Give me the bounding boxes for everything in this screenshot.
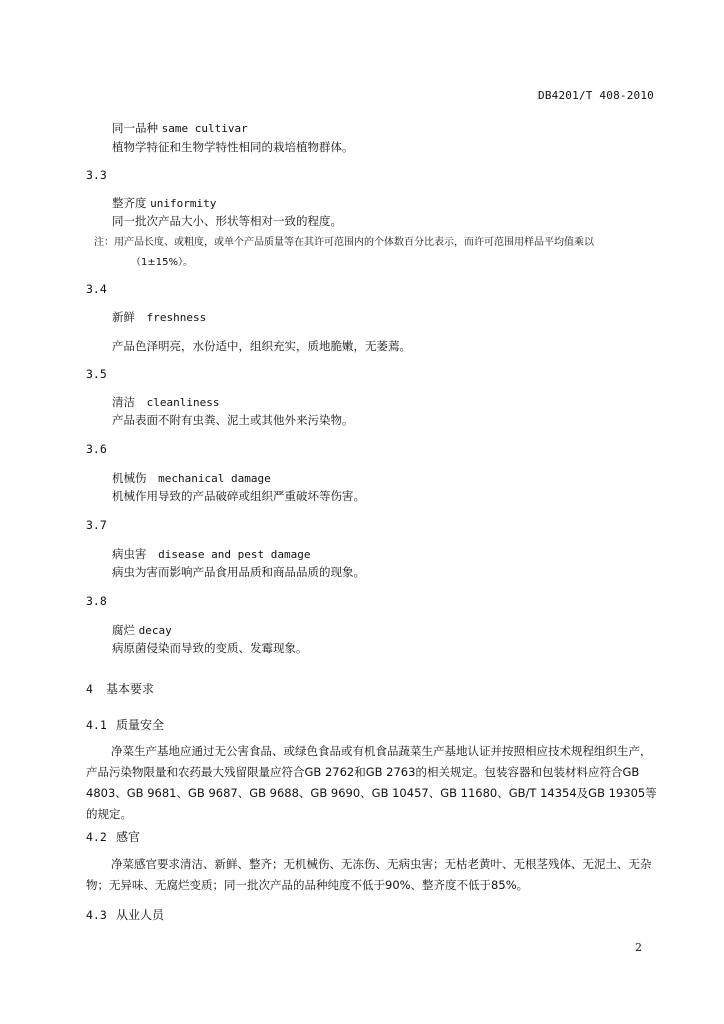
term-definition: 病虫为害而影响产品食用品质和商品品质的现象。 <box>112 565 365 579</box>
page-number: 2 <box>635 941 642 954</box>
clause-number: 3.6 <box>86 442 107 456</box>
term-en: same cultivar <box>161 122 248 135</box>
term-title <box>112 120 248 136</box>
section-heading <box>86 828 140 845</box>
body-paragraph: 净菜感官要求清洁、新鲜、整齐；无机械伤、无冻伤、无病虫害；无枯老黄叶、无根茎残体、无泥土、无杂物；无异味、无腐烂变质；同一批次产品的品种纯度不低于90%、整齐度不低于85%。 <box>86 857 652 892</box>
term-en: disease and pest damage <box>158 548 311 561</box>
term-zh: 清洁 <box>112 395 135 409</box>
term-title <box>112 546 310 562</box>
note-line: （1±15%）。 <box>131 257 193 268</box>
term-en: uniformity <box>150 197 217 210</box>
term-definition: 机械作用导致的产品破碎或组织严重破坏等伤害。 <box>112 489 365 503</box>
section-title: 从业人员 <box>116 908 165 922</box>
section-number: 4.1 <box>86 718 107 732</box>
term-definition: 产品色泽明亮，水份适中，组织充实，质地脆嫩，无萎蔫。 <box>112 339 411 353</box>
clause-number: 3.4 <box>86 282 107 296</box>
section-number: 4.2 <box>86 830 107 844</box>
term-en: decay <box>138 624 172 637</box>
term-definition: 同一批次产品大小、形状等相对一致的程度。 <box>112 214 342 228</box>
section-heading <box>86 906 164 923</box>
term-title <box>112 309 206 325</box>
term-title <box>112 622 172 638</box>
term-definition: 植物学特征和生物学特性相同的栽培植物群体。 <box>112 140 354 154</box>
clause-number: 3.8 <box>86 594 107 608</box>
clause-number: 3.7 <box>86 518 107 532</box>
note-line: 注：用产品长度、或粗度，或单个产品质量等在其许可范围内的个体数百分比表示，而许可范围用样品平均值乘以 <box>94 237 594 248</box>
section-number: 4.3 <box>86 908 107 922</box>
body-paragraph: 净菜生产基地应通过无公害食品、或绿色食品或有机食品蔬菜生产基地认证并按照相应技术规程组织生产，产品污染物限量和农药最大残留限量应符合GB 2762和GB 2763的相关规定。包装容器和包装材料应符合GB 4803、GB 9681、GB 9687、GB 9688、GB 9690、GB 10457、GB 11680、GB/T 14354及GB 19305等的规定。 <box>86 744 657 821</box>
section-number: 4 <box>86 682 93 696</box>
section-title: 感官 <box>116 830 141 844</box>
section-title: 质量安全 <box>116 718 165 732</box>
section-heading <box>86 680 154 697</box>
document-code: DB4201/T 408-2010 <box>538 89 654 102</box>
section-heading <box>86 716 164 733</box>
term-title <box>112 394 220 410</box>
clause-number: 3.3 <box>86 168 107 182</box>
term-definition: 病原菌侵染而导致的变质、发霉现象。 <box>112 641 308 655</box>
term-zh: 新鲜 <box>112 310 135 324</box>
term-en: cleanliness <box>146 396 220 409</box>
term-zh: 同一品种 <box>112 121 158 135</box>
term-zh: 机械伤 <box>112 471 147 485</box>
clause-number: 3.5 <box>86 367 107 381</box>
section-title: 基本要求 <box>106 682 155 696</box>
term-title <box>112 470 271 486</box>
term-en: freshness <box>146 311 207 324</box>
term-zh: 腐烂 <box>112 623 135 637</box>
term-title <box>112 195 216 211</box>
term-zh: 整齐度 <box>112 196 147 210</box>
term-zh: 病虫害 <box>112 547 147 561</box>
term-en: mechanical damage <box>158 472 271 485</box>
term-definition: 产品表面不附有虫粪、泥土或其他外来污染物。 <box>112 413 354 427</box>
